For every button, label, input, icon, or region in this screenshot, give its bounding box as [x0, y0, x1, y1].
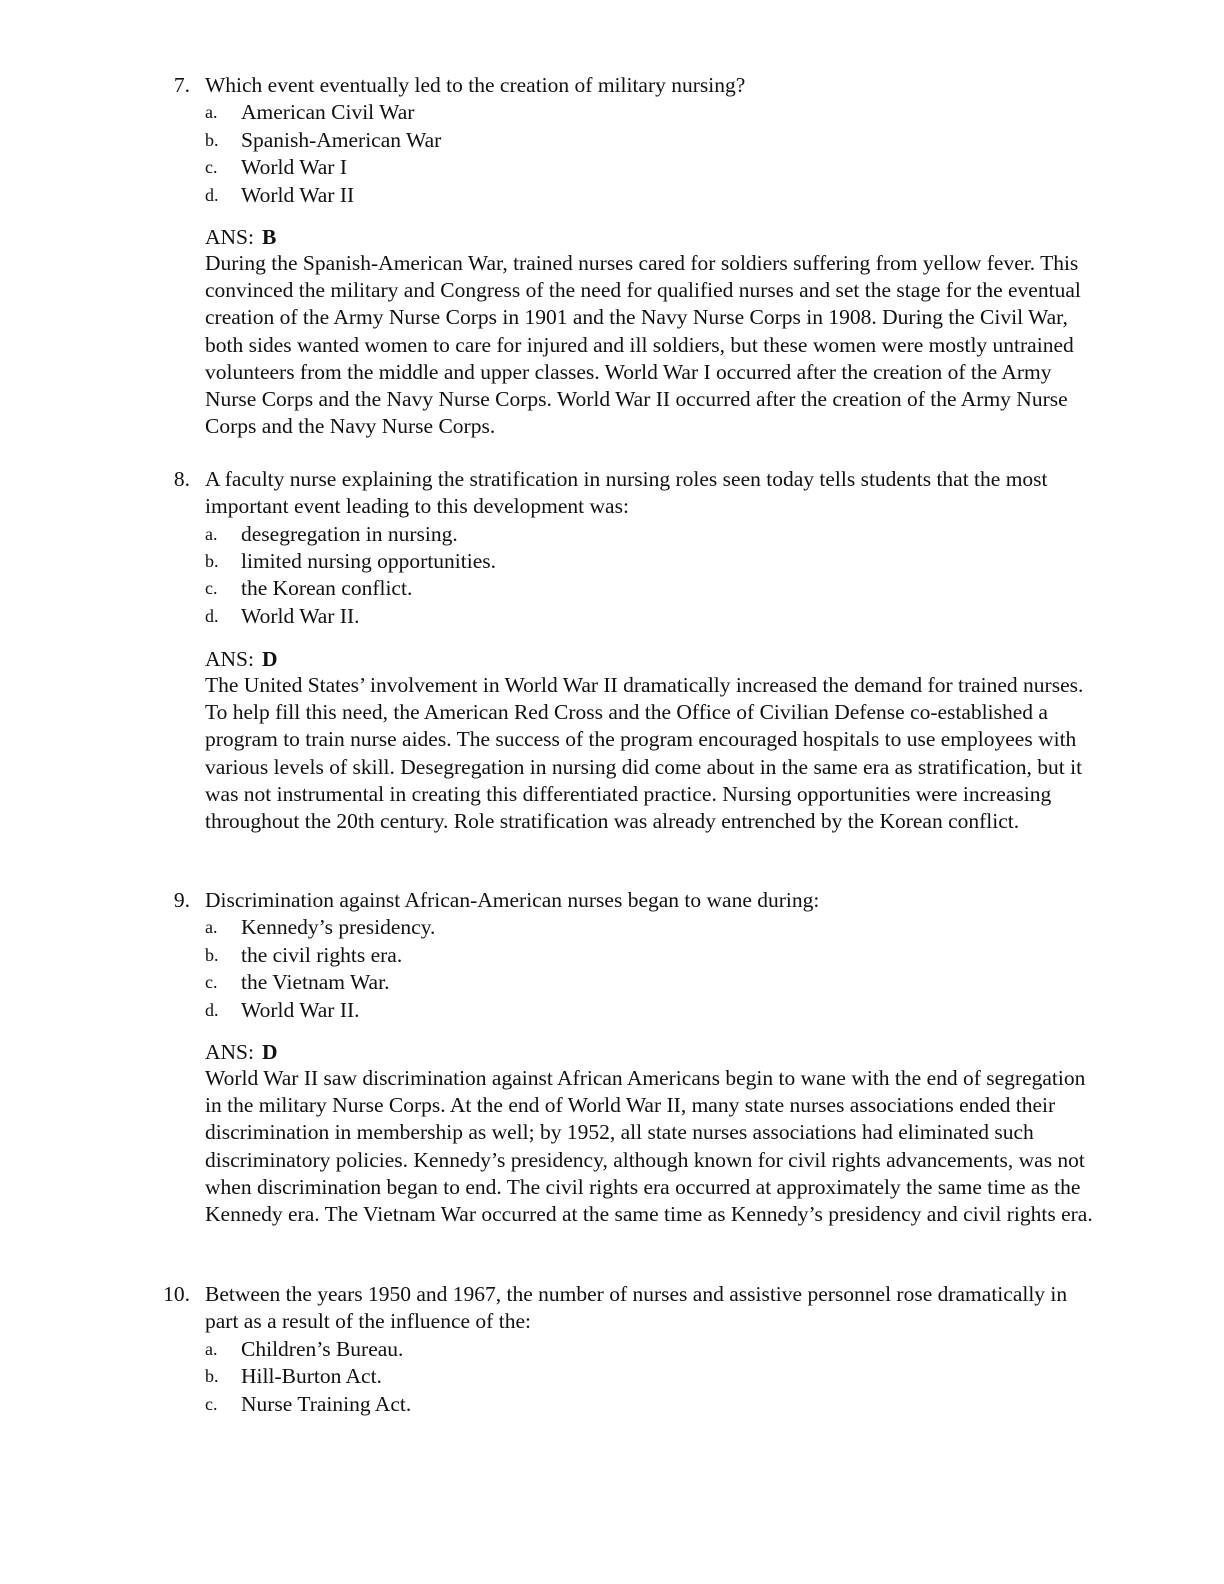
answer-label: ANS:	[205, 647, 254, 671]
option-text: the Vietnam War.	[241, 970, 390, 994]
option-text: Hill-Burton Act.	[241, 1364, 382, 1388]
option-letter: b.	[205, 945, 219, 965]
option-text: Children’s Bureau.	[241, 1337, 404, 1361]
answer-label: ANS:	[205, 1040, 254, 1064]
option-d	[205, 997, 1105, 1024]
answer-rationale: The United States’ involvement in World War II dramatically increased the demand for trained nurses. To help fill this need, the American Red Cross and the Office of Civilian Defense co-established a program to train nurse aides. The success of the program encouraged hospitals to use employees with various levels of skill. Desegregation in nursing did come about in the same era as stratification, but it was not instrumental in creating this differentiated practice. Nursing opportunities were increasing throughout the 20th century. Role stratification was already entrenched by the Korean conflict.	[205, 673, 1084, 834]
option-text: American Civil War	[241, 100, 415, 124]
option-letter: b.	[205, 1366, 219, 1386]
option-c	[205, 1391, 1105, 1418]
question-number: 10.	[163, 1282, 190, 1306]
option-c	[205, 969, 1105, 996]
option-letter: d.	[205, 1000, 219, 1020]
option-text: Spanish-American War	[241, 128, 442, 152]
question-number: 7.	[173, 73, 190, 97]
option-a	[205, 99, 1105, 126]
option-a	[205, 1336, 1105, 1363]
option-text: limited nursing opportunities.	[241, 549, 496, 573]
answer-line	[205, 1039, 278, 1066]
option-letter: a.	[205, 524, 218, 544]
question-number: 8.	[173, 467, 190, 491]
question-stem: Discrimination against African-American nurses began to wane during:	[205, 888, 820, 912]
option-text: the civil rights era.	[241, 943, 403, 967]
option-text: World War I	[241, 155, 347, 179]
option-text: the Korean conflict.	[241, 576, 413, 600]
option-a	[205, 521, 1105, 548]
answer-label: ANS:	[205, 225, 254, 249]
option-letter: a.	[205, 1339, 218, 1359]
option-b	[205, 1363, 1105, 1390]
answer-rationale: World War II saw discrimination against African Americans begin to wane with the end of segregation in the military Nurse Corps. At the end of World War II, many state nurses associations ended their discrimination in membership as well; by 1952, all state nurses associations had eliminated such discriminatory policies. Kennedy’s presidency, although known for civil rights advancements, was not when discrimination began to end. The civil rights era occurred at approximately the same time as the Kennedy era. The Vietnam War occurred at the same time as Kennedy’s presidency and civil rights era.	[205, 1066, 1093, 1227]
answer-line	[205, 646, 278, 673]
answer-line	[205, 224, 276, 251]
answer-rationale: During the Spanish-American War, trained nurses cared for soldiers suffering from yellow fever. This convinced the military and Congress of the need for qualified nurses and set the stage for the eventual creation of the Army Nurse Corps in 1901 and the Navy Nurse Corps in 1908. During the Civil War, both sides wanted women to care for injured and ill soldiers, but these women were mostly untrained volunteers from the middle and upper classes. World War I occurred after the creation of the Army Nurse Corps and the Navy Nurse Corps. World War II occurred after the creation of the Army Nurse Corps and the Navy Nurse Corps.	[205, 251, 1081, 439]
option-letter: d.	[205, 606, 219, 626]
option-letter: c.	[205, 578, 218, 598]
option-b	[205, 942, 1105, 969]
option-letter: c.	[205, 1394, 218, 1414]
option-text: World War II.	[241, 604, 360, 628]
option-c	[205, 154, 1105, 181]
option-text: Nurse Training Act.	[241, 1392, 412, 1416]
option-c	[205, 575, 1105, 602]
option-b	[205, 548, 1105, 575]
option-text: World War II	[241, 183, 355, 207]
option-letter: c.	[205, 157, 218, 177]
option-text: World War II.	[241, 998, 360, 1022]
option-b	[205, 127, 1105, 154]
option-text: desegregation in nursing.	[241, 522, 458, 546]
answer-letter: B	[261, 225, 277, 249]
option-text: Kennedy’s presidency.	[241, 915, 436, 939]
option-a	[205, 914, 1105, 941]
answer-letter: D	[261, 1040, 278, 1064]
question-number: 9.	[173, 888, 190, 912]
option-letter: a.	[205, 917, 218, 937]
question-stem: A faculty nurse explaining the stratification in nursing roles seen today tells students that the most important event leading to this development was:	[205, 467, 1048, 519]
answer-letter: D	[261, 647, 278, 671]
option-letter: a.	[205, 102, 218, 122]
option-letter: c.	[205, 972, 218, 992]
option-letter: d.	[205, 185, 219, 205]
option-d	[205, 182, 1105, 209]
question-stem: Between the years 1950 and 1967, the number of nurses and assistive personnel rose dramatically in part as a result of the influence of the:	[205, 1282, 1068, 1334]
option-letter: b.	[205, 551, 219, 571]
question-stem: Which event eventually led to the creation of military nursing?	[205, 73, 746, 97]
option-letter: b.	[205, 130, 219, 150]
option-d	[205, 603, 1105, 630]
